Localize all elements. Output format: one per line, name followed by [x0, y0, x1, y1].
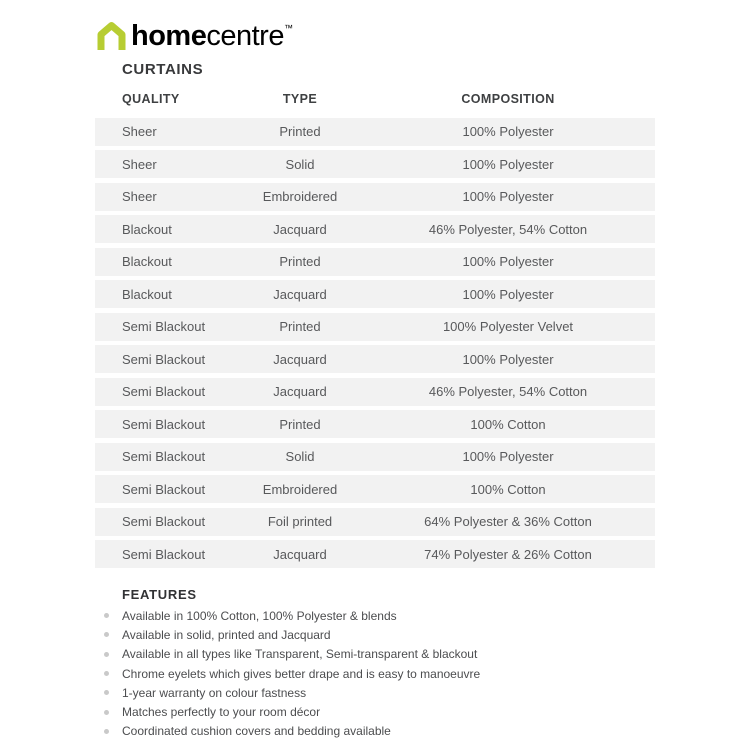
table-row: [95, 378, 655, 406]
feature-text: Matches perfectly to your room décor: [122, 705, 321, 720]
type-cell: Foil printed: [267, 514, 333, 529]
curtains-spec-table: [95, 85, 655, 568]
type-cell: Jacquard: [273, 221, 327, 237]
feature-text: Coordinated cushion covers and bedding available: [122, 724, 391, 739]
quality-cell: Semi Blackout: [122, 351, 206, 367]
bullet-icon: [104, 652, 109, 657]
composition-cell: 100% Polyester: [462, 124, 554, 139]
table-row: [95, 410, 655, 438]
type-cell: Solid: [285, 156, 315, 172]
logo-word-home: home: [131, 20, 207, 52]
quality-cell: Semi Blackout: [122, 449, 206, 464]
feature-text: 1-year warranty on colour fastness: [122, 685, 307, 700]
quality-cell: Sheer: [122, 189, 157, 204]
logo-wordmark: [131, 13, 293, 52]
type-cell: Printed: [279, 416, 321, 432]
feature-text: Available in 100% Cotton, 100% Polyester & blends: [122, 608, 397, 623]
table-row: [95, 215, 655, 243]
table-row: [95, 248, 655, 276]
feature-text: Available in all types like Transparent, Semi-transparent & blackout: [122, 647, 478, 662]
feature-text: Available in solid, printed and Jacquard: [122, 627, 331, 642]
type-cell: Jacquard: [273, 286, 327, 302]
features-list: [95, 606, 655, 741]
quality-cell: Semi Blackout: [122, 546, 206, 562]
house-roof-icon: [96, 21, 131, 52]
feature-text: Chrome eyelets which gives better drape and is easy to manoeuvre: [122, 666, 481, 681]
quality-cell: Sheer: [122, 124, 157, 139]
feature-item: [95, 625, 655, 644]
type-cell: Printed: [279, 254, 321, 269]
features-title: FEATURES: [122, 587, 197, 602]
composition-cell: 100% Polyester: [462, 449, 554, 464]
composition-cell: 100% Polyester: [462, 286, 554, 302]
table-row: [95, 118, 655, 146]
feature-item: [95, 722, 655, 741]
homecentre-logo: [96, 13, 293, 52]
feature-item: [95, 664, 655, 683]
table-row: [95, 508, 655, 536]
feature-item: [95, 702, 655, 721]
table-header-row: [95, 85, 655, 113]
table-row: [95, 183, 655, 211]
header-type: TYPE: [282, 92, 318, 106]
type-cell: Jacquard: [273, 384, 327, 399]
quality-cell: Blackout: [122, 254, 172, 269]
table-row: [95, 280, 655, 308]
bullet-icon: [104, 710, 109, 715]
quality-cell: Semi Blackout: [122, 319, 206, 334]
composition-cell: 100% Polyester: [462, 189, 554, 204]
composition-cell: 100% Cotton: [470, 416, 546, 432]
feature-item: [95, 645, 655, 664]
type-cell: Jacquard: [273, 351, 327, 367]
composition-cell: 46% Polyester, 54% Cotton: [428, 384, 588, 399]
header-composition: COMPOSITION: [461, 92, 555, 106]
trademark-symbol: ™: [283, 23, 293, 33]
composition-cell: 100% Polyester: [462, 156, 554, 172]
composition-cell: 100% Polyester: [462, 254, 554, 269]
composition-cell: 100% Polyester Velvet: [442, 319, 574, 334]
composition-cell: 100% Cotton: [470, 481, 546, 497]
quality-cell: Semi Blackout: [122, 384, 206, 399]
feature-item: [95, 606, 655, 625]
type-cell: Printed: [279, 319, 321, 334]
quality-cell: Semi Blackout: [122, 416, 206, 432]
type-cell: Solid: [285, 449, 315, 464]
composition-cell: 64% Polyester & 36% Cotton: [424, 514, 592, 529]
table-row: [95, 345, 655, 373]
bullet-icon: [104, 613, 109, 618]
table-row: [95, 475, 655, 503]
table-row: [95, 443, 655, 471]
header-quality: QUALITY: [122, 92, 180, 106]
bullet-icon: [104, 690, 109, 695]
bullet-icon: [104, 729, 109, 734]
quality-cell: Blackout: [122, 221, 172, 237]
page-title: CURTAINS: [122, 61, 204, 78]
table-row: [95, 540, 655, 568]
type-cell: Embroidered: [262, 189, 338, 204]
bullet-icon: [104, 632, 109, 637]
table-row: [95, 150, 655, 178]
composition-cell: 46% Polyester, 54% Cotton: [428, 221, 588, 237]
quality-cell: Semi Blackout: [122, 514, 206, 529]
type-cell: Jacquard: [273, 546, 327, 562]
features-section: [95, 587, 655, 741]
table-row: [95, 313, 655, 341]
feature-item: [95, 683, 655, 702]
table-body: [95, 118, 655, 569]
quality-cell: Blackout: [122, 286, 172, 302]
bullet-icon: [104, 671, 109, 676]
logo-word-centre: centre: [206, 20, 284, 52]
composition-cell: 100% Polyester: [462, 351, 554, 367]
type-cell: Embroidered: [262, 481, 338, 497]
composition-cell: 74% Polyester & 26% Cotton: [424, 546, 592, 562]
quality-cell: Semi Blackout: [122, 481, 206, 497]
quality-cell: Sheer: [122, 156, 157, 172]
type-cell: Printed: [279, 124, 321, 139]
